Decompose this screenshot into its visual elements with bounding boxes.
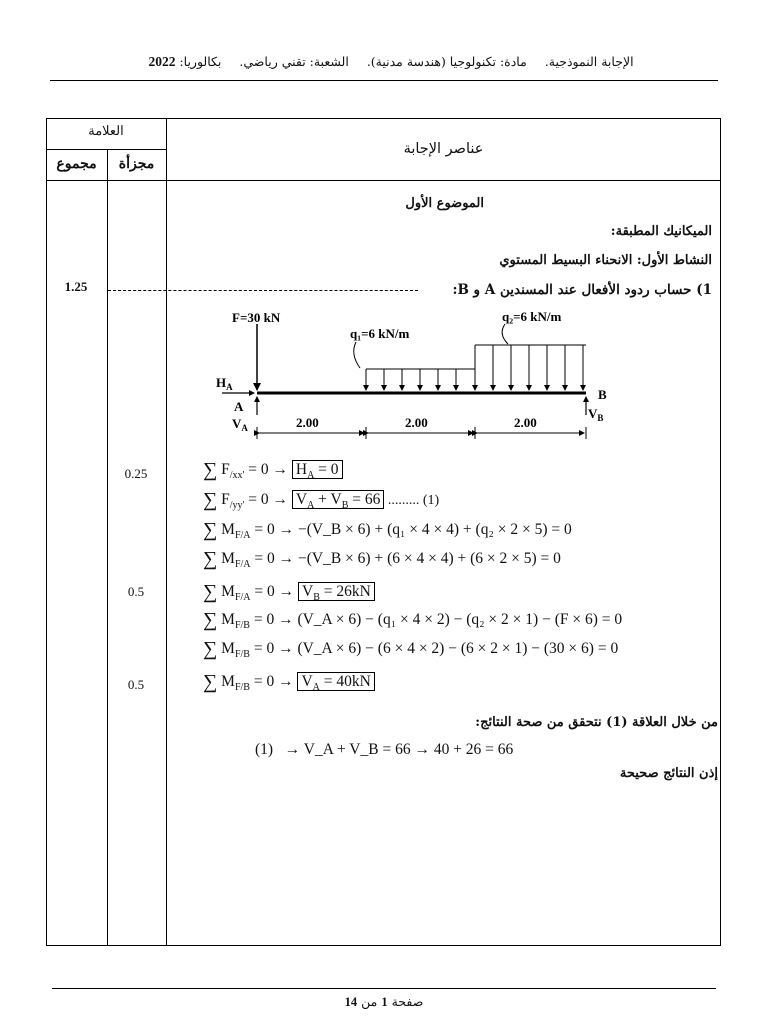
result-vb: $V_B = 26kN$ (298, 582, 375, 601)
header-rule (50, 80, 718, 81)
grade-header: العلامة (88, 124, 124, 139)
dim-3: 2.00 (514, 415, 537, 430)
result-va-vb: $V_A + V_B = 66$ (292, 490, 385, 509)
partial-header: مجزأة (118, 156, 155, 172)
col-divider-2 (166, 118, 167, 946)
dim-1: 2.00 (296, 415, 319, 430)
topic-title: الموضوع الأول (405, 196, 484, 211)
q1-label: q₁=6 kN/m (350, 326, 410, 341)
elements-header: عناصر الإجابة (403, 141, 484, 157)
q2-label: q₂=6 kN/m (502, 309, 562, 324)
score-total-q1: 1.25 (64, 279, 88, 294)
beam-diagram (200, 302, 620, 452)
score-hx: 0.25 (124, 466, 148, 481)
header-year: 2022 (148, 54, 176, 69)
support-a-label: A (234, 399, 244, 414)
page-number: 1 (381, 995, 388, 1009)
eq-moment-b-3: ∑ $M_{F/B} = 0 \to V_A = 40kN$ (203, 672, 375, 698)
col-divider-1 (107, 149, 108, 946)
vb-label: $V_B$ (588, 406, 604, 423)
support-b-label: B (598, 387, 607, 402)
result-ha: $H_A = 0$ (292, 460, 343, 479)
question-1: 1) حساب ردود الأفعال عند المسندين A و B: (452, 282, 712, 298)
conclusion: إذن النتائج صحيحة (619, 766, 718, 781)
dim-2: 2.00 (405, 415, 428, 430)
header-stream: الشعبة: تقني رياضي. (239, 54, 349, 69)
result-va: $V_A = 40kN$ (297, 672, 374, 691)
eq-moment-a-2: ∑ $M_{F/A} = 0$ → −(V_B × 6) + (6 × 4 × 4) + (6 × 2 × 5) = 0 (203, 548, 561, 571)
footer-rule (52, 988, 716, 989)
score-vb: 0.5 (127, 584, 145, 599)
eq-check: (1) → V_A + V_B = 66 → 40 + 26 = 66 (255, 741, 514, 758)
va-label: $V_A$ (232, 416, 248, 433)
header-subject: مادة: تكنولوجيا (هندسة مدنية). (366, 54, 527, 69)
header-exam: بكالوريا: 2022 (148, 54, 222, 69)
dotted-leader (108, 290, 418, 291)
check-intro: من خلال العلاقة (1) نتحقق من صحة النتائج: (475, 715, 718, 730)
q1-load (366, 369, 475, 390)
force-label: F=30 kN (232, 310, 281, 325)
eq-sum-fx: ∑ $F_{/xx'} = 0 \to H_A = 0$ (203, 460, 343, 486)
page-header (0, 54, 768, 70)
section-title: الميكانيك المطبقة: (610, 224, 712, 239)
q2-load (475, 345, 586, 390)
activity-title: النشاط الأول: الانحناء البسيط المستوي (499, 253, 712, 268)
q1-leader (354, 342, 360, 368)
header-row-rule (46, 180, 721, 181)
q2-leader (502, 324, 508, 344)
eq-moment-a-1: ∑ $M_{F/A} = 0$ → −(V_B × 6) + (q₁ × 4 × 4) + (q₂ × 2 × 5) = 0 (203, 519, 572, 542)
score-va: 0.5 (127, 677, 145, 692)
ha-label: $H_A$ (216, 375, 233, 392)
eq-sum-fy: ∑ $F_{/yy'} = 0 \to V_A + V_B = 66$ ......... (1) (203, 489, 440, 512)
eq-moment-a-3: ∑ $M_{F/A} = 0 \to V_B = 26kN$ (203, 582, 375, 608)
header-title: الإجابة النموذجية. (544, 54, 634, 69)
total-pages: 14 (344, 995, 358, 1009)
page-footer: صفحة 1 من 14 (344, 994, 424, 1009)
eq-moment-b-1: ∑ $M_{F/B} = 0$ → (V_A × 6) − (q₁ × 4 × 2) − (q₂ × 2 × 1) − (F × 6) = 0 (203, 609, 623, 632)
total-header: مجموع (56, 156, 97, 172)
grade-subheader-rule (46, 149, 166, 150)
eq-moment-b-2: ∑ $M_{F/B} = 0$ → (V_A × 6) − (6 × 4 × 2) − (6 × 2 × 1) − (30 × 6) = 0 (203, 638, 619, 661)
